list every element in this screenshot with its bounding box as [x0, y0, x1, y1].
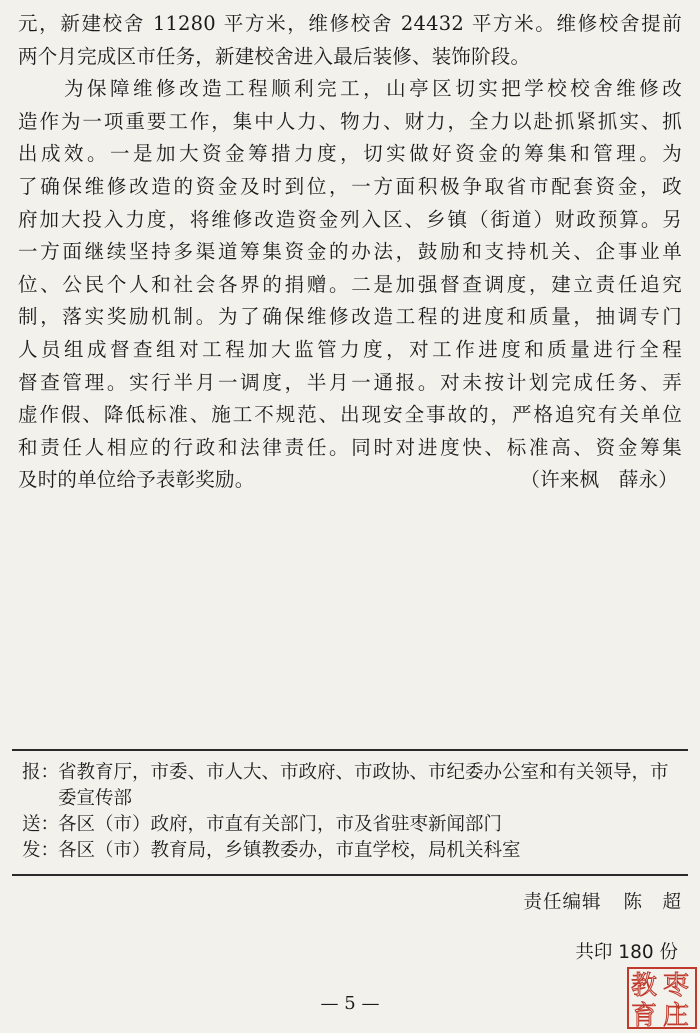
- article-body: [18, 8, 682, 497]
- article-line: 制，落实奖励机制。为了确保维修改造工程的进度和质量，抽调专门: [18, 305, 682, 329]
- issue-row: [22, 838, 682, 864]
- article-line: 了确保维修改造的资金及时到位，一方面积极争取省市配套资金，政: [18, 174, 682, 198]
- print-count: 共印 180 份: [575, 942, 678, 963]
- issue-text: 各区（市）教育局，乡镇教委办，市直学校，局机关科室: [58, 840, 521, 861]
- distribution-list: [22, 760, 682, 864]
- report-row: [22, 760, 682, 812]
- article-closing-line: [18, 464, 682, 497]
- article-line: 府加大投入力度，将维修改造资金列入区、乡镇（街道）财政预算。另: [18, 207, 682, 231]
- seal-stamp: [626, 966, 698, 1030]
- article-line: 元，新建校舍 11280 平方米，维修校舍 24432 平方米。维修校舍提前: [18, 12, 682, 35]
- article-line: 两个月完成区市任务，新建校舍进入最后装修、装饰阶段。: [18, 44, 531, 68]
- separator-rule-top: [12, 749, 688, 751]
- article-line: 人员组成督查组对工程加大监管力度，对工作进度和质量进行全程: [18, 337, 682, 361]
- responsible-editor: [523, 888, 682, 914]
- closing-text: 及时的单位给予表彰奖励。: [18, 468, 255, 492]
- article-line: 虚作假、降低标准、施工不规范、出现安全事故的，严格追究有关单位: [18, 403, 682, 427]
- send-row: [22, 812, 682, 838]
- separator-rule-bottom: [12, 874, 688, 876]
- author-attribution: （许来枫 薛永）: [520, 468, 678, 492]
- article-line: 和责任人相应的行政和法律责任。同时对进度快、标准高、资金筹集: [18, 435, 682, 459]
- issue-label: 发：: [22, 840, 60, 861]
- send-label: 送：: [22, 814, 60, 835]
- report-text: 省教育厅，市委、市人大、市政府、市政协、市纪委办公室和有关领导，市委宣传部: [58, 762, 669, 809]
- seal-char: 育: [630, 1001, 658, 1030]
- send-text: 各区（市）政府，市直有关部门，市及省驻枣新闻部门: [58, 814, 503, 835]
- page-number: — 5 —: [320, 993, 380, 1014]
- editor-name: 陈 超: [623, 892, 682, 913]
- article-line: 造作为一项重要工作，集中人力、物力、财力，全力以赴抓紧抓实、抓: [18, 109, 682, 133]
- article-line: 一方面继续坚持多渠道筹集资金的办法，鼓励和支持机关、企事业单: [18, 240, 682, 264]
- article-line: 位、公民个人和社会各界的捐赠。二是加强督查调度，建立责任追究: [18, 272, 682, 296]
- seal-char: 枣: [662, 971, 690, 1001]
- editor-label: 责任编辑: [523, 892, 602, 913]
- seal-char: 教: [630, 971, 658, 1001]
- seal-char: 庄: [662, 1001, 690, 1030]
- article-line: 为保障维修改造工程顺利完工，山亭区切实把学校校舍维修改: [18, 77, 682, 101]
- report-label: 报：: [22, 762, 60, 783]
- article-line: 出成效。一是加大资金筹措力度，切实做好资金的筹集和管理。为: [18, 142, 682, 166]
- article-line: 督查管理。实行半月一调度，半月一通报。对未按计划完成任务、弄: [18, 370, 682, 394]
